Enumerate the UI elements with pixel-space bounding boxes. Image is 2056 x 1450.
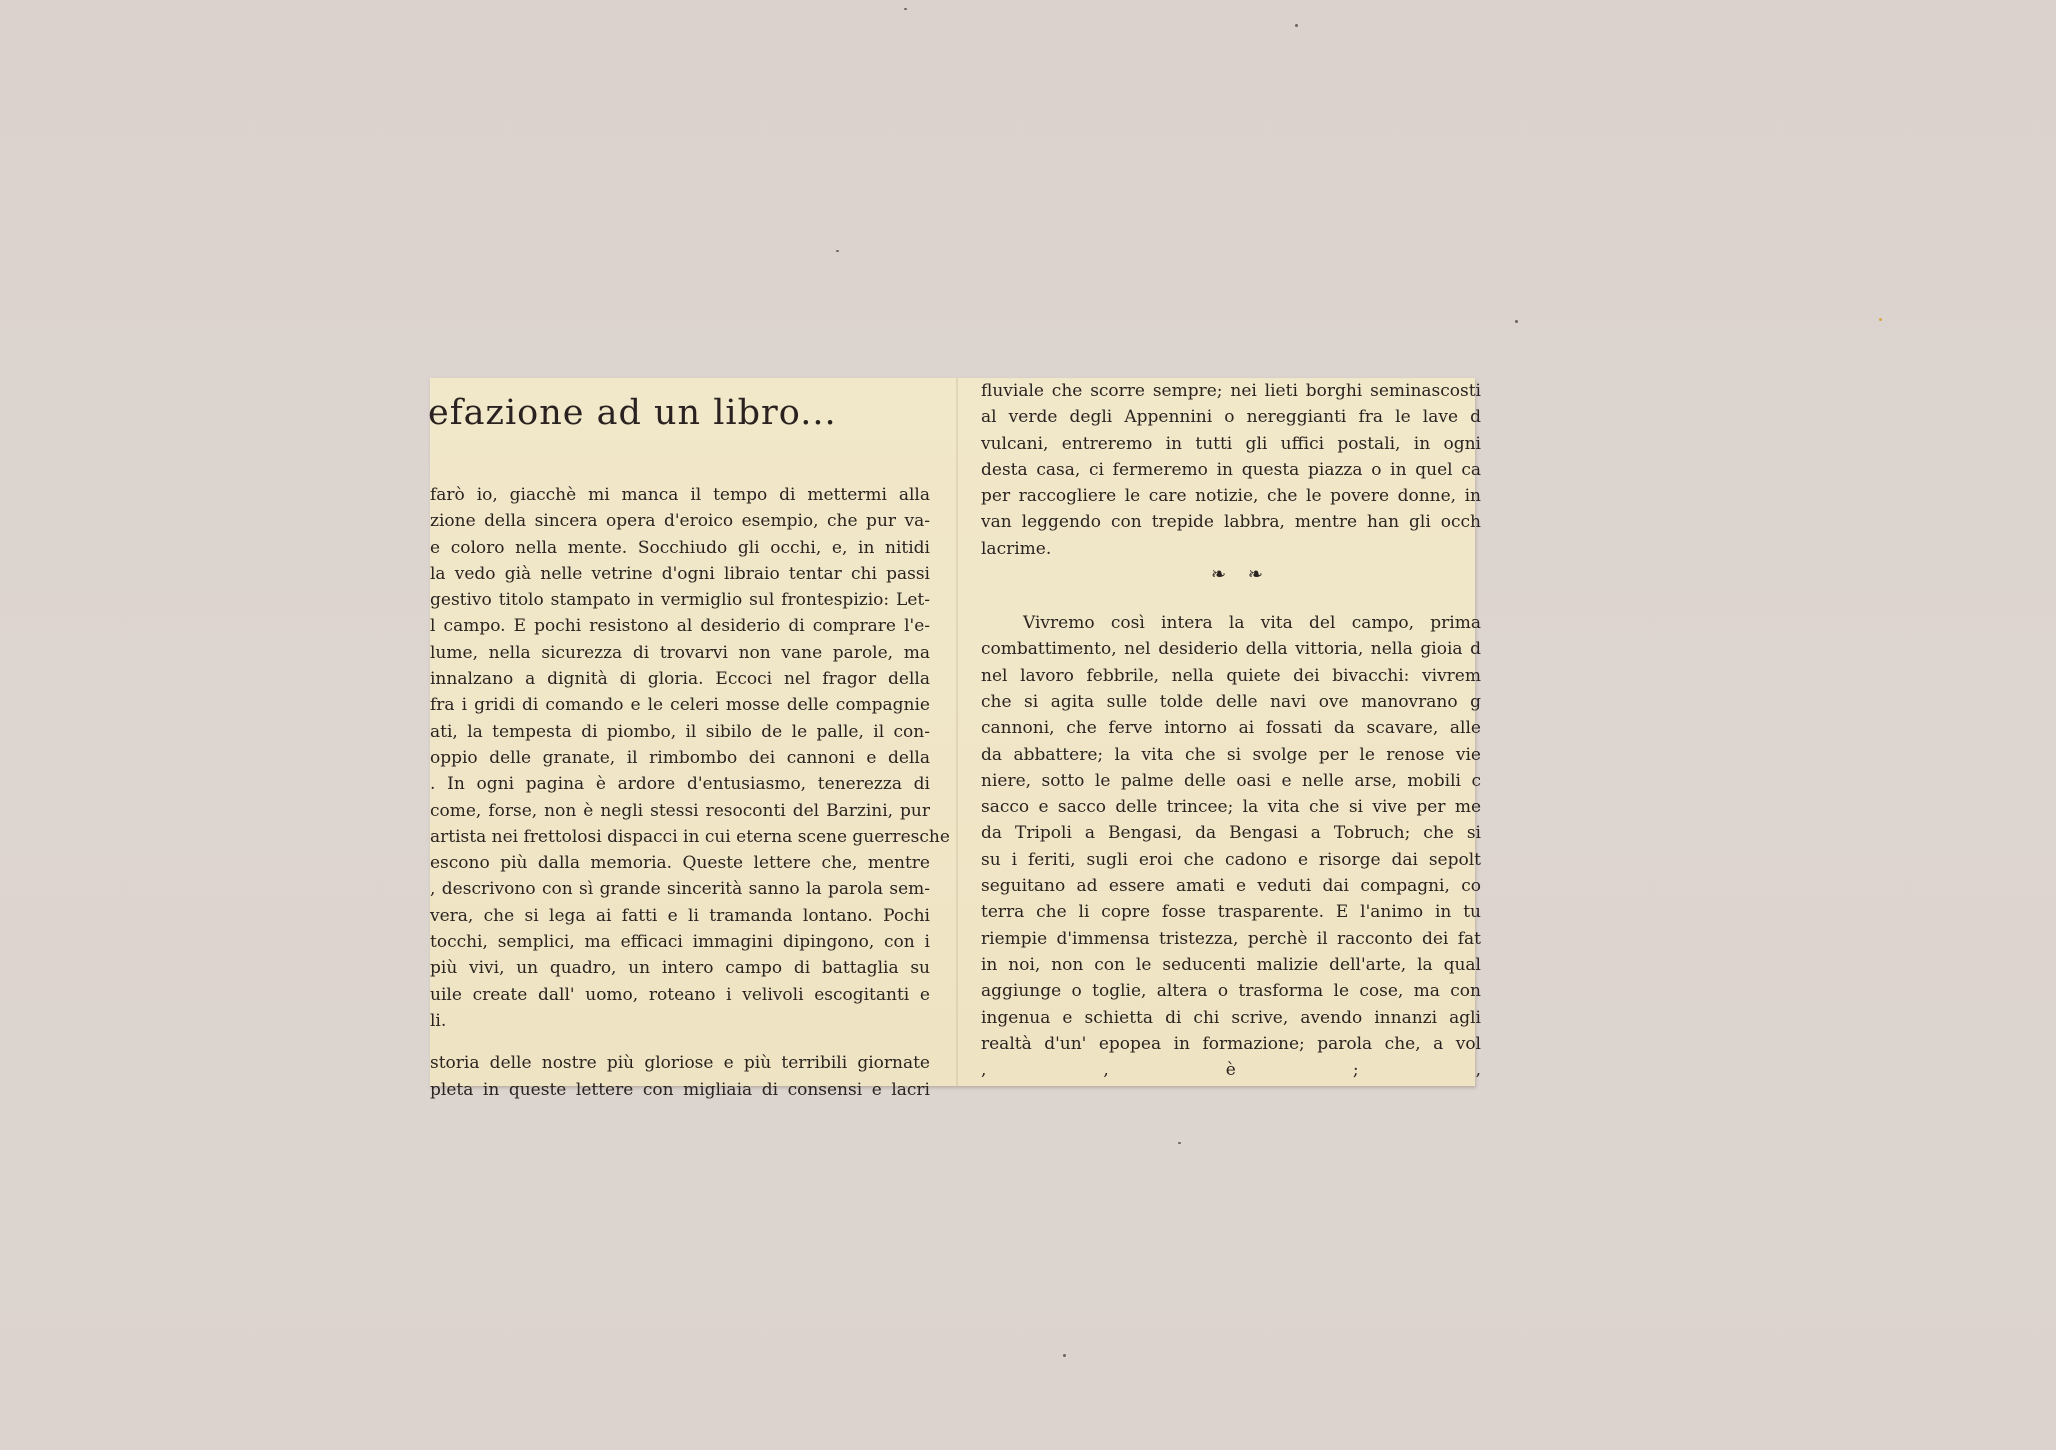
text-line: sacco e sacco delle trincee; la vita che si vive per me bbox=[981, 797, 1481, 818]
text-line: escono più dalla memoria. Queste lettere che, mentre bbox=[430, 853, 930, 874]
text-line: cannoni, che ferve intorno ai fossati da scavare, alle bbox=[981, 718, 1481, 739]
left-column-text bbox=[430, 482, 950, 1103]
text-line: per raccogliere le care notizie, che le povere donne, in bbox=[981, 486, 1481, 507]
text-line: lacrime. bbox=[981, 538, 1052, 559]
paragraph-gap bbox=[430, 1034, 930, 1050]
text-line: su i feriti, sugli eroi che cadono e risorge dai sepolt bbox=[981, 849, 1481, 870]
text-line: seguitano ad essere amati e veduti dai compagni, co bbox=[981, 876, 1481, 897]
right-column bbox=[981, 378, 1481, 1086]
text-line: , descrivono con sì grande sincerità sanno la parola sem- bbox=[430, 879, 930, 900]
newspaper-clipping bbox=[428, 378, 1481, 1100]
text-line: Vivremo così intera la vita del campo, prima bbox=[1023, 613, 1481, 634]
text-line: da Tripoli a Bengasi, da Bengasi a Tobruch; che si bbox=[981, 823, 1481, 844]
fold-crease bbox=[956, 378, 958, 1086]
text-line: vulcani, entreremo in tutti gli uffici postali, in ogni bbox=[981, 433, 1481, 454]
text-line: tocchi, semplici, ma efficaci immagini dipingono, con i bbox=[430, 932, 930, 953]
dust-speck bbox=[1063, 1354, 1066, 1357]
text-line: ati, la tempesta di piombo, il sibilo de le palle, il con- bbox=[430, 721, 930, 742]
text-line: aggiunge o toglie, altera o trasforma le cose, ma con bbox=[981, 981, 1481, 1002]
text-line: farò io, giacchè mi manca il tempo di mettermi alla bbox=[430, 485, 930, 505]
text-line: vera, che si lega ai fatti e li tramanda lontano. Pochi bbox=[430, 905, 930, 926]
text-line: terra che li copre fosse trasparente. E l'animo in tu bbox=[981, 902, 1481, 923]
text-line: combattimento, nel desiderio della vittoria, nella gioia d bbox=[981, 639, 1481, 660]
text-line: al verde degli Appennini o nereggianti fra le lave d bbox=[981, 407, 1481, 428]
text-line: zione della sincera opera d'eroico esempio, che pur va- bbox=[430, 511, 930, 532]
text-line: niere, sotto le palme delle oasi e nelle arse, mobili c bbox=[981, 770, 1481, 791]
text-line: artista nei frettolosi dispacci in cui eterna scene guerresche bbox=[430, 826, 950, 847]
text-line: li. bbox=[430, 1010, 447, 1031]
dust-speck bbox=[1295, 24, 1298, 27]
dust-speck bbox=[1515, 320, 1518, 323]
text-line: da abbattere; la vita che si svolge per le renose vie bbox=[981, 744, 1481, 765]
right-column-text bbox=[981, 378, 1481, 1083]
text-line: che si agita sulle tolde delle navi ove manovrano g bbox=[981, 691, 1481, 712]
text-line: nel lavoro febbrile, nella quiete dei bivacchi: vivrem bbox=[981, 665, 1481, 686]
left-column bbox=[428, 378, 950, 1100]
text-line: la vedo già nelle vetrine d'ogni libraio tentar chi passi bbox=[430, 563, 930, 584]
text-line: realtà d'un' epopea in formazione; parola che, a vol bbox=[981, 1033, 1481, 1054]
text-line: innalzano a dignità di gloria. Eccoci nel fragor della bbox=[430, 669, 930, 690]
text-line: lume, nella sicurezza di trovarvi non vane parole, ma bbox=[430, 642, 930, 663]
text-line: uile create dall' uomo, roteano i velivoli escogitanti e bbox=[430, 984, 930, 1005]
text-line: storia delle nostre più gloriose e più terribili giornate bbox=[430, 1053, 930, 1074]
text-line: ingenua e schietta di chi scrive, avendo innanzi agli bbox=[981, 1007, 1481, 1028]
text-line: fra i gridi di comando e le celeri mosse delle compagnie bbox=[430, 695, 930, 716]
text-line: in noi, non con le seducenti malizie dell'arte, la qual bbox=[981, 954, 1481, 975]
text-line: riempie d'immensa tristezza, perchè il racconto dei fat bbox=[981, 928, 1481, 949]
text-line: , , è ; , bbox=[981, 1060, 1481, 1081]
dust-speck bbox=[904, 8, 907, 10]
text-line: . In ogni pagina è ardore d'entusiasmo, tenerezza di bbox=[430, 774, 930, 795]
clipping-title: efazione ad un libro... bbox=[428, 393, 837, 433]
dust-speck bbox=[1879, 318, 1882, 321]
text-line: fluviale che scorre sempre; nei lieti borghi seminascosti bbox=[981, 381, 1481, 401]
text-line: oppio delle granate, il rimbombo dei cannoni e della bbox=[430, 747, 930, 768]
dust-speck bbox=[836, 250, 839, 252]
text-line: l campo. E pochi resistono al desiderio di comprare l'e- bbox=[430, 616, 930, 637]
text-line: gestivo titolo stampato in vermiglio sul frontespizio: Let- bbox=[430, 590, 930, 611]
text-line: e coloro nella mente. Socchiudo gli occhi, e, in nitidi bbox=[430, 537, 930, 558]
text-line: pleta in queste lettere con migliaia di consensi e lacri bbox=[430, 1079, 930, 1100]
text-line: van leggendo con trepide labbra, mentre han gli occh bbox=[981, 512, 1481, 533]
text-line: desta casa, ci fermeremo in questa piazza o in quel ca bbox=[981, 459, 1481, 480]
ornament-divider: ❧ ❧ bbox=[1211, 564, 1271, 586]
dust-speck bbox=[1178, 1142, 1181, 1144]
text-line: come, forse, non è negli stessi resoconti del Barzini, pur bbox=[430, 800, 930, 821]
text-line: più vivi, un quadro, un intero campo di battaglia su bbox=[430, 958, 930, 979]
